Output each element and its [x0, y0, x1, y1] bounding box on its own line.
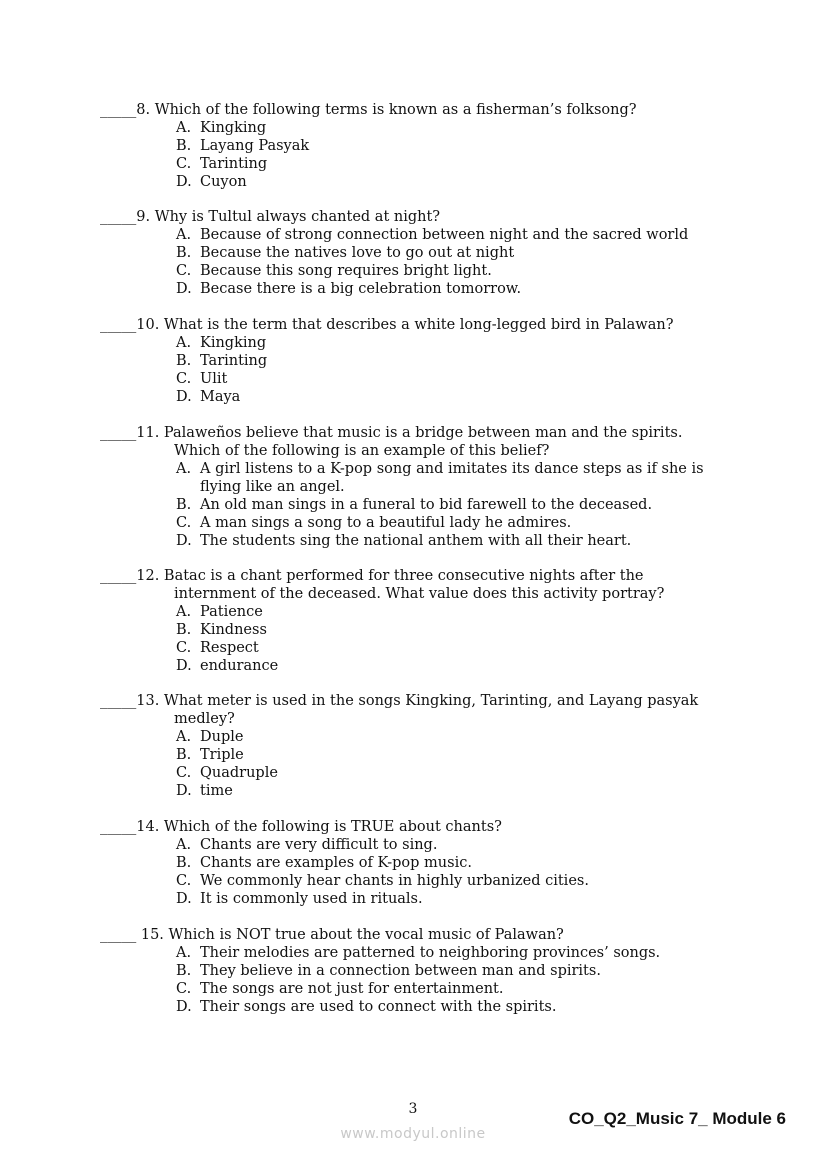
question-stem: _____ 15. Which is NOT true about the vocal music of Palawan?: [100, 927, 564, 943]
question-stem: _____10. What is the term that describes a white long-legged bird in Palawan?: [100, 317, 674, 333]
option-letter: C.: [176, 640, 192, 656]
question-stem-continued: Which of the following is an example of this belief?: [174, 443, 550, 459]
option-letter: C.: [176, 515, 192, 531]
option-letter: B.: [176, 245, 192, 261]
question-14: [100, 818, 740, 908]
option: [100, 980, 740, 998]
option-text: Layang Pasyak: [200, 138, 310, 154]
option: [100, 764, 740, 782]
option-text: Tarinting: [200, 353, 268, 369]
option-text: endurance: [200, 658, 279, 674]
option-text: The students sing the national anthem with all their heart.: [200, 533, 632, 549]
option-text: They believe in a connection between man and spirits.: [200, 963, 601, 979]
option-letter: A.: [176, 729, 192, 745]
option: [100, 280, 740, 298]
option: [100, 854, 740, 872]
option-letter: D.: [176, 389, 192, 405]
option-text: Quadruple: [200, 765, 278, 781]
option-text: Kindness: [200, 622, 267, 638]
option: [100, 944, 740, 962]
option-text: Because this song requires bright light.: [200, 263, 492, 279]
question-stem: _____8. Which of the following terms is known as a fisherman’s folksong?: [100, 102, 637, 118]
option: [100, 836, 740, 854]
option-text: Chants are examples of K-pop music.: [200, 855, 472, 871]
question-stem: _____14. Which of the following is TRUE about chants?: [100, 819, 502, 835]
option-text: An old man sings in a funeral to bid farewell to the deceased.: [200, 497, 653, 513]
question-11: [100, 424, 740, 550]
option-text: We commonly hear chants in highly urbanized cities.: [200, 873, 589, 889]
option-text: It is commonly used in rituals.: [200, 891, 423, 907]
option-letter: C.: [176, 156, 192, 172]
option-text: Becase there is a big celebration tomorrow.: [200, 281, 522, 297]
watermark: www.modyul.online: [340, 1126, 486, 1142]
option: [100, 244, 740, 262]
option-letter: C.: [176, 873, 192, 889]
option: [100, 782, 740, 800]
question-15: [100, 926, 740, 1016]
option: [100, 155, 740, 173]
option-text: A girl listens to a K-pop song and imitates its dance steps as if she is flying like an angel.: [200, 461, 704, 495]
option: [100, 657, 740, 675]
option-letter: A.: [176, 945, 192, 961]
option: [100, 514, 740, 532]
option-text: A man sings a song to a beautiful lady he admires.: [200, 515, 572, 531]
option-text: Tarinting: [200, 156, 268, 172]
option-letter: C.: [176, 765, 192, 781]
option: [100, 262, 740, 280]
option-letter: A.: [176, 604, 192, 620]
option-text: Because of strong connection between night and the sacred world: [200, 227, 689, 243]
option-text: Kingking: [200, 120, 267, 136]
option: [100, 119, 740, 137]
option-letter: C.: [176, 263, 192, 279]
option-letter: B.: [176, 963, 192, 979]
option: [100, 962, 740, 980]
option-letter: B.: [176, 353, 192, 369]
option: [100, 728, 740, 746]
option: [100, 173, 740, 191]
option: [100, 603, 740, 621]
option: [100, 639, 740, 657]
option-letter: B.: [176, 138, 192, 154]
option-text: The songs are not just for entertainment.: [200, 981, 504, 997]
option-letter: B.: [176, 747, 192, 763]
option-letter: D.: [176, 174, 192, 190]
option-letter: D.: [176, 658, 192, 674]
option-text: Chants are very difficult to sing.: [200, 837, 438, 853]
option: [100, 460, 740, 496]
option-text: Their melodies are patterned to neighboring provinces’ songs.: [200, 945, 661, 961]
option-letter: A.: [176, 227, 192, 243]
option-letter: D.: [176, 533, 192, 549]
option-text: Triple: [200, 747, 244, 763]
option-text: Respect: [200, 640, 259, 656]
option-letter: A.: [176, 837, 192, 853]
option-letter: C.: [176, 371, 192, 387]
option: [100, 532, 740, 550]
option-text: Cuyon: [200, 174, 247, 190]
question-stem: _____12. Batac is a chant performed for three consecutive nights after the: [100, 568, 644, 584]
option-text: time: [200, 783, 233, 799]
question-stem-continued: internment of the deceased. What value does this activity portray?: [174, 586, 665, 602]
option-letter: B.: [176, 622, 192, 638]
option-letter: D.: [176, 999, 192, 1015]
option-text: Patience: [200, 604, 263, 620]
option-letter: A.: [176, 335, 192, 351]
question-9: [100, 208, 740, 298]
option-text: Ulit: [200, 371, 228, 387]
option-text: Duple: [200, 729, 244, 745]
option: [100, 890, 740, 908]
question-stem: _____13. What meter is used in the songs Kingking, Tarinting, and Layang pasyak: [100, 693, 699, 709]
option-text: Because the natives love to go out at night: [200, 245, 515, 261]
option: [100, 352, 740, 370]
option: [100, 388, 740, 406]
option-letter: C.: [176, 981, 192, 997]
option: [100, 334, 740, 352]
option: [100, 370, 740, 388]
option-text: Maya: [200, 389, 241, 405]
option: [100, 496, 740, 514]
question-stem: _____9. Why is Tultul always chanted at night?: [100, 209, 441, 225]
option: [100, 621, 740, 639]
option-text: Kingking: [200, 335, 267, 351]
option-letter: A.: [176, 120, 192, 136]
option-text: Their songs are used to connect with the spirits.: [200, 999, 557, 1015]
question-13: [100, 692, 740, 800]
page-number: 3: [408, 1101, 418, 1117]
option: [100, 746, 740, 764]
option: [100, 872, 740, 890]
question-12: [100, 567, 740, 675]
module-code: CO_Q2_Music 7_ Module 6: [568, 1109, 786, 1128]
option-letter: B.: [176, 497, 192, 513]
option: [100, 226, 740, 244]
option-letter: D.: [176, 281, 192, 297]
question-8: [100, 101, 740, 191]
option-letter: D.: [176, 783, 192, 799]
question-stem: _____11. Palaweños believe that music is a bridge between man and the spirits.: [100, 425, 683, 441]
option: [100, 998, 740, 1016]
question-stem-continued: medley?: [174, 711, 235, 727]
option-letter: B.: [176, 855, 192, 871]
option: [100, 137, 740, 155]
question-10: [100, 316, 740, 406]
option-letter: D.: [176, 891, 192, 907]
option-letter: A.: [176, 461, 192, 477]
